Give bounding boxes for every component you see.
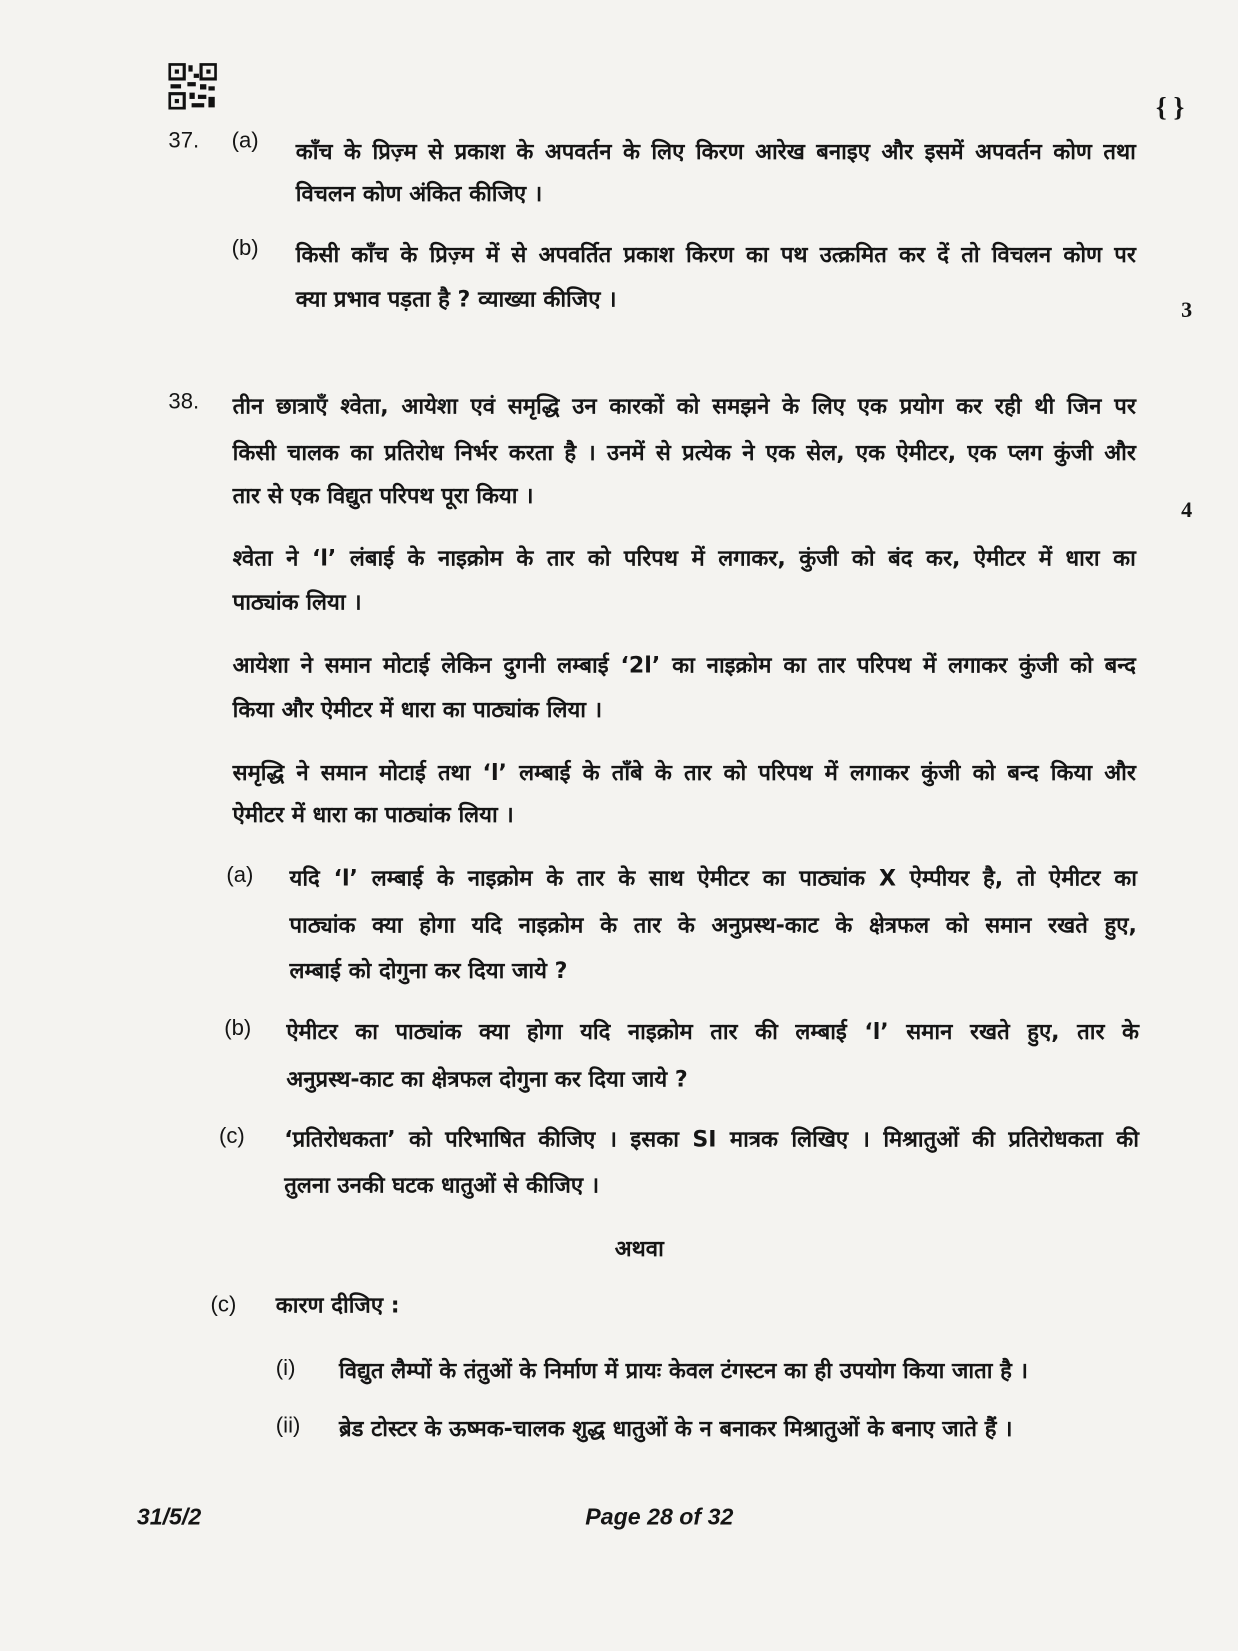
paper-code: 31/5/2 [136,1503,202,1530]
q38-p1-line-2: पाठ्यांक लिया । [232,589,362,615]
q37-b-line-2: क्या प्रभाव पड़ता है ? व्याख्या कीजिए । [295,286,617,312]
q38-b-line-2: अनुप्रस्थ-काट का क्षेत्रफल दोगुना कर दिया जाये ? [286,1066,688,1092]
q38-c-line-2: तुलना उनकी घटक धातुओं से कीजिए । [284,1172,600,1198]
q37-b-line-1: किसी काँच के प्रिज़्म में से अपवर्तित प्रकाश किरण का पथ उत्क्रमित कर दें तो विचलन कोण पर [295,242,1136,268]
q38-marks: 4 [1181,496,1193,523]
q38-p3-line-2: ऐमीटर में धारा का पाठ्यांक लिया । [232,802,514,828]
question-number-38: 38. [168,389,200,414]
qr-code-icon [168,63,216,109]
q37-a-line-1: काँच के प्रिज़्म से प्रकाश के अपवर्तन के लिए किरण आरेख बनाइए और इसमें अपवर्तन कोण तथा [295,138,1136,165]
q38-p2-line-1: आयेशा ने समान मोटाई लेकिन दुगनी लम्बाई ‘2l’ का नाइक्रोम का तार परिपथ में लगाकर कुंजी को बन्द [232,652,1136,678]
q38-c-alt-label: (c) [210,1292,237,1317]
page-number: Page 28 of 32 [585,1503,734,1530]
q38-c-alt-text: कारण दीजिए : [275,1292,400,1318]
q38-p1-line-1: श्वेता ने ‘l’ लंबाई के नाइक्रोम के तार को परिपथ में लगाकर, कुंजी को बंद कर, ऐमीटर में धारा का [232,545,1136,571]
q38-a-line-3: लम्बाई को दोगुना कर दिया जाये ? [289,957,568,984]
q38-intro-line-1: तीन छात्राएँ श्वेता, आयेशा एवं समृद्धि उन कारकों को समझने के लिए एक प्रयोग कर रही थी जिन पर [232,393,1136,419]
braces-mark: { } [1155,91,1185,123]
q38-c-alt-i-text: विद्युत लैम्पों के तंतुओं के निर्माण में प्रायः केवल टंगस्टन का ही उपयोग किया जाता है । [338,1357,1028,1384]
q37-a-label: (a) [231,128,259,153]
q38-a-line-2: पाठ्यांक क्या होगा यदि नाइक्रोम के तार के अनुप्रस्थ-काट के क्षेत्रफल को समान रखते हुए, [289,912,1137,938]
q38-c-alt-i-label: (i) [275,1355,296,1381]
q38-p3-line-1: समृद्धि ने समान मोटाई तथा ‘l’ लम्बाई के ताँबे के तार को परिपथ में लगाकर कुंजी को बन्द किया और [232,760,1136,786]
q38-c-alt-ii-label: (ii) [275,1413,301,1438]
q38-a-line-1: यदि ‘l’ लम्बाई के नाइक्रोम के तार के साथ ऐमीटर का पाठ्यांक X ऐम्पीयर है, तो ऐमीटर का [289,865,1137,891]
q38-b-label: (b) [224,1015,252,1041]
q38-p2-line-2: किया और ऐमीटर में धारा का पाठ्यांक लिया । [232,696,603,723]
q37-marks: 3 [1181,296,1193,323]
question-number-37: 37. [168,128,200,153]
or-divider: अथवा [614,1235,664,1262]
q38-intro-line-3: तार से एक विद्युत परिपथ पूरा किया । [232,483,534,509]
q38-c-label: (c) [218,1124,245,1149]
q38-c-alt-ii-text: ब्रेड टोस्टर के ऊष्मक-चालक शुद्ध धातुओं के न बनाकर मिश्रातुओं के बनाए जाते हैं । [338,1415,1013,1442]
q38-a-label: (a) [226,863,254,888]
q38-c-line-1: ‘प्रतिरोधकता’ को परिभाषित कीजिए । इसका SI मात्रक लिखिए । मिश्रातुओं की प्रतिरोधकता की [284,1126,1140,1152]
q38-intro-line-2: किसी चालक का प्रतिरोध निर्भर करता है । उनमें से प्रत्येक ने एक सेल, एक ऐमीटर, एक प्लग कुंजी और [232,440,1136,466]
q38-b-line-1: ऐमीटर का पाठ्यांक क्या होगा यदि नाइक्रोम तार की लम्बाई ‘l’ समान रखते हुए, तार के [286,1019,1140,1045]
q37-a-line-2: विचलन कोण अंकित कीजिए । [295,181,543,207]
q37-b-label: (b) [231,235,259,261]
